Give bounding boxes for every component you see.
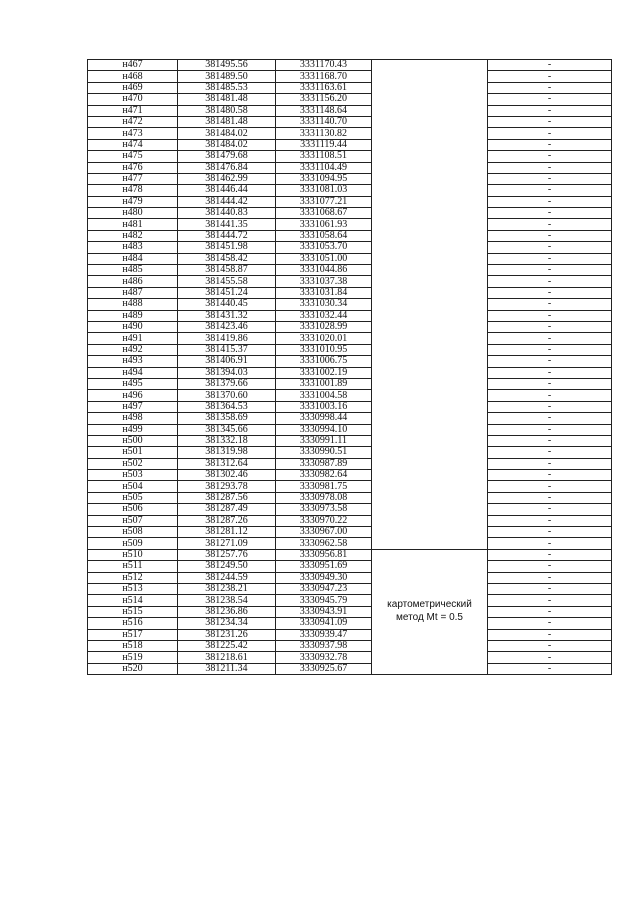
point-id-cell: н519 [88,652,178,663]
x-coordinate-cell: 381312.64 [178,458,276,469]
x-coordinate-cell: 381218.61 [178,652,276,663]
x-coordinate-cell: 381441.35 [178,219,276,230]
dash-cell: - [488,287,612,298]
dash-cell: - [488,299,612,310]
table-row [88,219,612,230]
point-id-cell: н478 [88,185,178,196]
y-coordinate-cell: 3330947.23 [276,583,372,594]
x-coordinate-cell: 381458.42 [178,253,276,264]
dash-cell: - [488,196,612,207]
dash-cell: - [488,139,612,150]
table-row [88,60,612,71]
y-coordinate-cell: 3330939.47 [276,629,372,640]
x-coordinate-cell: 381406.91 [178,356,276,367]
point-id-cell: н505 [88,492,178,503]
table-row [88,253,612,264]
point-id-cell: н502 [88,458,178,469]
point-id-cell: н480 [88,208,178,219]
dash-cell: - [488,390,612,401]
table-row [88,413,612,424]
table-row [88,663,612,674]
x-coordinate-cell: 381423.46 [178,321,276,332]
dash-cell: - [488,401,612,412]
x-coordinate-cell: 381332.18 [178,435,276,446]
table-row [88,321,612,332]
table-row [88,378,612,389]
dash-cell: - [488,447,612,458]
y-coordinate-cell: 3330937.98 [276,640,372,651]
dash-cell: - [488,344,612,355]
point-id-cell: н494 [88,367,178,378]
dash-cell: - [488,470,612,481]
dash-cell: - [488,492,612,503]
table-row [88,538,612,549]
point-id-cell: н493 [88,356,178,367]
table-row [88,242,612,253]
x-coordinate-cell: 381415.37 [178,344,276,355]
dash-cell: - [488,162,612,173]
point-id-cell: н506 [88,504,178,515]
point-id-cell: н487 [88,287,178,298]
table-row [88,447,612,458]
dash-cell: - [488,515,612,526]
table-row [88,265,612,276]
y-coordinate-cell: 3331032.44 [276,310,372,321]
point-id-cell: н518 [88,640,178,651]
table-row [88,356,612,367]
table-row [88,504,612,515]
coordinates-table-body [88,60,612,675]
y-coordinate-cell: 3331028.99 [276,321,372,332]
x-coordinate-cell: 381231.26 [178,629,276,640]
x-coordinate-cell: 381271.09 [178,538,276,549]
point-id-cell: н503 [88,470,178,481]
table-row [88,549,612,560]
x-coordinate-cell: 381238.54 [178,595,276,606]
y-coordinate-cell: 3330978.08 [276,492,372,503]
point-id-cell: н469 [88,82,178,93]
y-coordinate-cell: 3330994.10 [276,424,372,435]
dash-cell: - [488,208,612,219]
x-coordinate-cell: 381287.56 [178,492,276,503]
method-cell [372,549,488,674]
x-coordinate-cell: 381444.42 [178,196,276,207]
table-row [88,173,612,184]
point-id-cell: н484 [88,253,178,264]
point-id-cell: н496 [88,390,178,401]
dash-cell: - [488,561,612,572]
y-coordinate-cell: 3331081.03 [276,185,372,196]
y-coordinate-cell: 3331068.67 [276,208,372,219]
y-coordinate-cell: 3330941.09 [276,618,372,629]
dash-cell: - [488,663,612,674]
dash-cell: - [488,572,612,583]
x-coordinate-cell: 381345.66 [178,424,276,435]
point-id-cell: н491 [88,333,178,344]
y-coordinate-cell: 3331031.84 [276,287,372,298]
dash-cell: - [488,458,612,469]
table-row [88,185,612,196]
point-id-cell: н481 [88,219,178,230]
dash-cell: - [488,333,612,344]
x-coordinate-cell: 381238.21 [178,583,276,594]
point-id-cell: н468 [88,71,178,82]
x-coordinate-cell: 381257.76 [178,549,276,560]
point-id-cell: н501 [88,447,178,458]
x-coordinate-cell: 381485.53 [178,82,276,93]
table-row [88,276,612,287]
x-coordinate-cell: 381287.49 [178,504,276,515]
dash-cell: - [488,242,612,253]
table-row [88,299,612,310]
x-coordinate-cell: 381394.03 [178,367,276,378]
point-id-cell: н483 [88,242,178,253]
dash-cell: - [488,367,612,378]
x-coordinate-cell: 381440.83 [178,208,276,219]
y-coordinate-cell: 3331002.19 [276,367,372,378]
dash-cell: - [488,71,612,82]
y-coordinate-cell: 3331077.21 [276,196,372,207]
y-coordinate-cell: 3330981.75 [276,481,372,492]
dash-cell: - [488,435,612,446]
table-row [88,424,612,435]
y-coordinate-cell: 3331051.00 [276,253,372,264]
point-id-cell: н492 [88,344,178,355]
table-row [88,71,612,82]
x-coordinate-cell: 381484.02 [178,128,276,139]
point-id-cell: н479 [88,196,178,207]
y-coordinate-cell: 3331130.82 [276,128,372,139]
coordinates-table [87,59,612,675]
table-row [88,162,612,173]
y-coordinate-cell: 3330991.11 [276,435,372,446]
point-id-cell: н486 [88,276,178,287]
dash-cell: - [488,640,612,651]
y-coordinate-cell: 3331119.44 [276,139,372,150]
table-row [88,139,612,150]
y-coordinate-cell: 3331168.70 [276,71,372,82]
dash-cell: - [488,583,612,594]
y-coordinate-cell: 3331140.70 [276,116,372,127]
dash-cell: - [488,549,612,560]
y-coordinate-cell: 3330925.67 [276,663,372,674]
x-coordinate-cell: 381293.78 [178,481,276,492]
point-id-cell: н477 [88,173,178,184]
dash-cell: - [488,321,612,332]
y-coordinate-cell: 3330949.30 [276,572,372,583]
x-coordinate-cell: 381236.86 [178,606,276,617]
y-coordinate-cell: 3331058.64 [276,230,372,241]
point-id-cell: н495 [88,378,178,389]
table-row [88,230,612,241]
dash-cell: - [488,173,612,184]
table-row [88,116,612,127]
x-coordinate-cell: 381287.26 [178,515,276,526]
point-id-cell: н507 [88,515,178,526]
x-coordinate-cell: 381234.34 [178,618,276,629]
point-id-cell: н471 [88,105,178,116]
y-coordinate-cell: 3331170.43 [276,60,372,71]
dash-cell: - [488,356,612,367]
x-coordinate-cell: 381481.48 [178,116,276,127]
table-row [88,652,612,663]
y-coordinate-cell: 3330945.79 [276,595,372,606]
point-id-cell: н508 [88,527,178,538]
table-row [88,344,612,355]
table-row [88,583,612,594]
dash-cell: - [488,151,612,162]
x-coordinate-cell: 381481.48 [178,94,276,105]
dash-cell: - [488,94,612,105]
y-coordinate-cell: 3331037.38 [276,276,372,287]
table-row [88,435,612,446]
point-id-cell: н499 [88,424,178,435]
x-coordinate-cell: 381455.58 [178,276,276,287]
point-id-cell: н490 [88,321,178,332]
x-coordinate-cell: 381319.98 [178,447,276,458]
y-coordinate-cell: 3331010.95 [276,344,372,355]
dash-cell: - [488,481,612,492]
dash-cell: - [488,538,612,549]
dash-cell: - [488,265,612,276]
dash-cell: - [488,82,612,93]
table-row [88,470,612,481]
y-coordinate-cell: 3330998.44 [276,413,372,424]
y-coordinate-cell: 3331004.58 [276,390,372,401]
dash-cell: - [488,424,612,435]
table-row [88,208,612,219]
x-coordinate-cell: 381225.42 [178,640,276,651]
method-accuracy: метод Mt = 0.5 [396,611,463,623]
point-id-cell: н475 [88,151,178,162]
dash-cell: - [488,185,612,196]
x-coordinate-cell: 381419.86 [178,333,276,344]
y-coordinate-cell: 3331001.89 [276,378,372,389]
x-coordinate-cell: 381462.99 [178,173,276,184]
table-row [88,527,612,538]
table-row [88,128,612,139]
y-coordinate-cell: 3331156.20 [276,94,372,105]
point-id-cell: н485 [88,265,178,276]
point-id-cell: н476 [88,162,178,173]
table-row [88,572,612,583]
y-coordinate-cell: 3331061.93 [276,219,372,230]
y-coordinate-cell: 3330990.51 [276,447,372,458]
table-row [88,618,612,629]
point-id-cell: н517 [88,629,178,640]
y-coordinate-cell: 3330956.81 [276,549,372,560]
point-id-cell: н509 [88,538,178,549]
point-id-cell: н511 [88,561,178,572]
y-coordinate-cell: 3330951.69 [276,561,372,572]
table-row [88,595,612,606]
y-coordinate-cell: 3330970.22 [276,515,372,526]
dash-cell: - [488,276,612,287]
dash-cell: - [488,527,612,538]
point-id-cell: н500 [88,435,178,446]
x-coordinate-cell: 381431.32 [178,310,276,321]
point-id-cell: н520 [88,663,178,674]
table-row [88,481,612,492]
x-coordinate-cell: 381211.34 [178,663,276,674]
x-coordinate-cell: 381302.46 [178,470,276,481]
x-coordinate-cell: 381364.53 [178,401,276,412]
y-coordinate-cell: 3331053.70 [276,242,372,253]
x-coordinate-cell: 381440.45 [178,299,276,310]
point-id-cell: н516 [88,618,178,629]
y-coordinate-cell: 3331006.75 [276,356,372,367]
dash-cell: - [488,618,612,629]
point-id-cell: н515 [88,606,178,617]
x-coordinate-cell: 381476.84 [178,162,276,173]
y-coordinate-cell: 3331148.64 [276,105,372,116]
table-row [88,196,612,207]
table-row [88,310,612,321]
point-id-cell: н473 [88,128,178,139]
point-id-cell: н497 [88,401,178,412]
table-row [88,458,612,469]
table-row [88,390,612,401]
dash-cell: - [488,253,612,264]
y-coordinate-cell: 3331044.86 [276,265,372,276]
dash-cell: - [488,606,612,617]
x-coordinate-cell: 381489.50 [178,71,276,82]
table-row [88,629,612,640]
table-row [88,287,612,298]
dash-cell: - [488,629,612,640]
dash-cell: - [488,219,612,230]
dash-cell: - [488,310,612,321]
x-coordinate-cell: 381379.66 [178,378,276,389]
dash-cell: - [488,595,612,606]
point-id-cell: н474 [88,139,178,150]
table-row [88,105,612,116]
point-id-cell: н498 [88,413,178,424]
y-coordinate-cell: 3330962.58 [276,538,372,549]
x-coordinate-cell: 381281.12 [178,527,276,538]
table-row [88,561,612,572]
dash-cell: - [488,230,612,241]
y-coordinate-cell: 3331094.95 [276,173,372,184]
y-coordinate-cell: 3331104.49 [276,162,372,173]
table-row [88,606,612,617]
y-coordinate-cell: 3331108.51 [276,151,372,162]
point-id-cell: н472 [88,116,178,127]
dash-cell: - [488,128,612,139]
y-coordinate-cell: 3330932.78 [276,652,372,663]
x-coordinate-cell: 381451.24 [178,287,276,298]
point-id-cell: н510 [88,549,178,560]
table-row [88,401,612,412]
y-coordinate-cell: 3330987.89 [276,458,372,469]
y-coordinate-cell: 3331020.01 [276,333,372,344]
table-row [88,94,612,105]
dash-cell: - [488,413,612,424]
table-row [88,515,612,526]
table-row [88,333,612,344]
method-cell [372,60,488,550]
point-id-cell: н482 [88,230,178,241]
y-coordinate-cell: 3330973.58 [276,504,372,515]
point-id-cell: н488 [88,299,178,310]
point-id-cell: н513 [88,583,178,594]
x-coordinate-cell: 381479.68 [178,151,276,162]
dash-cell: - [488,60,612,71]
x-coordinate-cell: 381458.87 [178,265,276,276]
point-id-cell: н514 [88,595,178,606]
point-id-cell: н512 [88,572,178,583]
y-coordinate-cell: 3331003.16 [276,401,372,412]
x-coordinate-cell: 381446.44 [178,185,276,196]
table-row [88,151,612,162]
method-name: картометрический [387,599,472,611]
x-coordinate-cell: 381444.72 [178,230,276,241]
y-coordinate-cell: 3331163.61 [276,82,372,93]
table-row [88,640,612,651]
point-id-cell: н504 [88,481,178,492]
dash-cell: - [488,378,612,389]
y-coordinate-cell: 3330982.64 [276,470,372,481]
table-row [88,492,612,503]
point-id-cell: н467 [88,60,178,71]
x-coordinate-cell: 381451.98 [178,242,276,253]
dash-cell: - [488,504,612,515]
y-coordinate-cell: 3330967.00 [276,527,372,538]
x-coordinate-cell: 381480.58 [178,105,276,116]
table-row [88,82,612,93]
y-coordinate-cell: 3330943.91 [276,606,372,617]
dash-cell: - [488,116,612,127]
point-id-cell: н489 [88,310,178,321]
x-coordinate-cell: 381370.60 [178,390,276,401]
table-row [88,367,612,378]
x-coordinate-cell: 381484.02 [178,139,276,150]
x-coordinate-cell: 381244.59 [178,572,276,583]
x-coordinate-cell: 381358.69 [178,413,276,424]
dash-cell: - [488,652,612,663]
x-coordinate-cell: 381249.50 [178,561,276,572]
y-coordinate-cell: 3331030.34 [276,299,372,310]
point-id-cell: н470 [88,94,178,105]
x-coordinate-cell: 381495.56 [178,60,276,71]
dash-cell: - [488,105,612,116]
